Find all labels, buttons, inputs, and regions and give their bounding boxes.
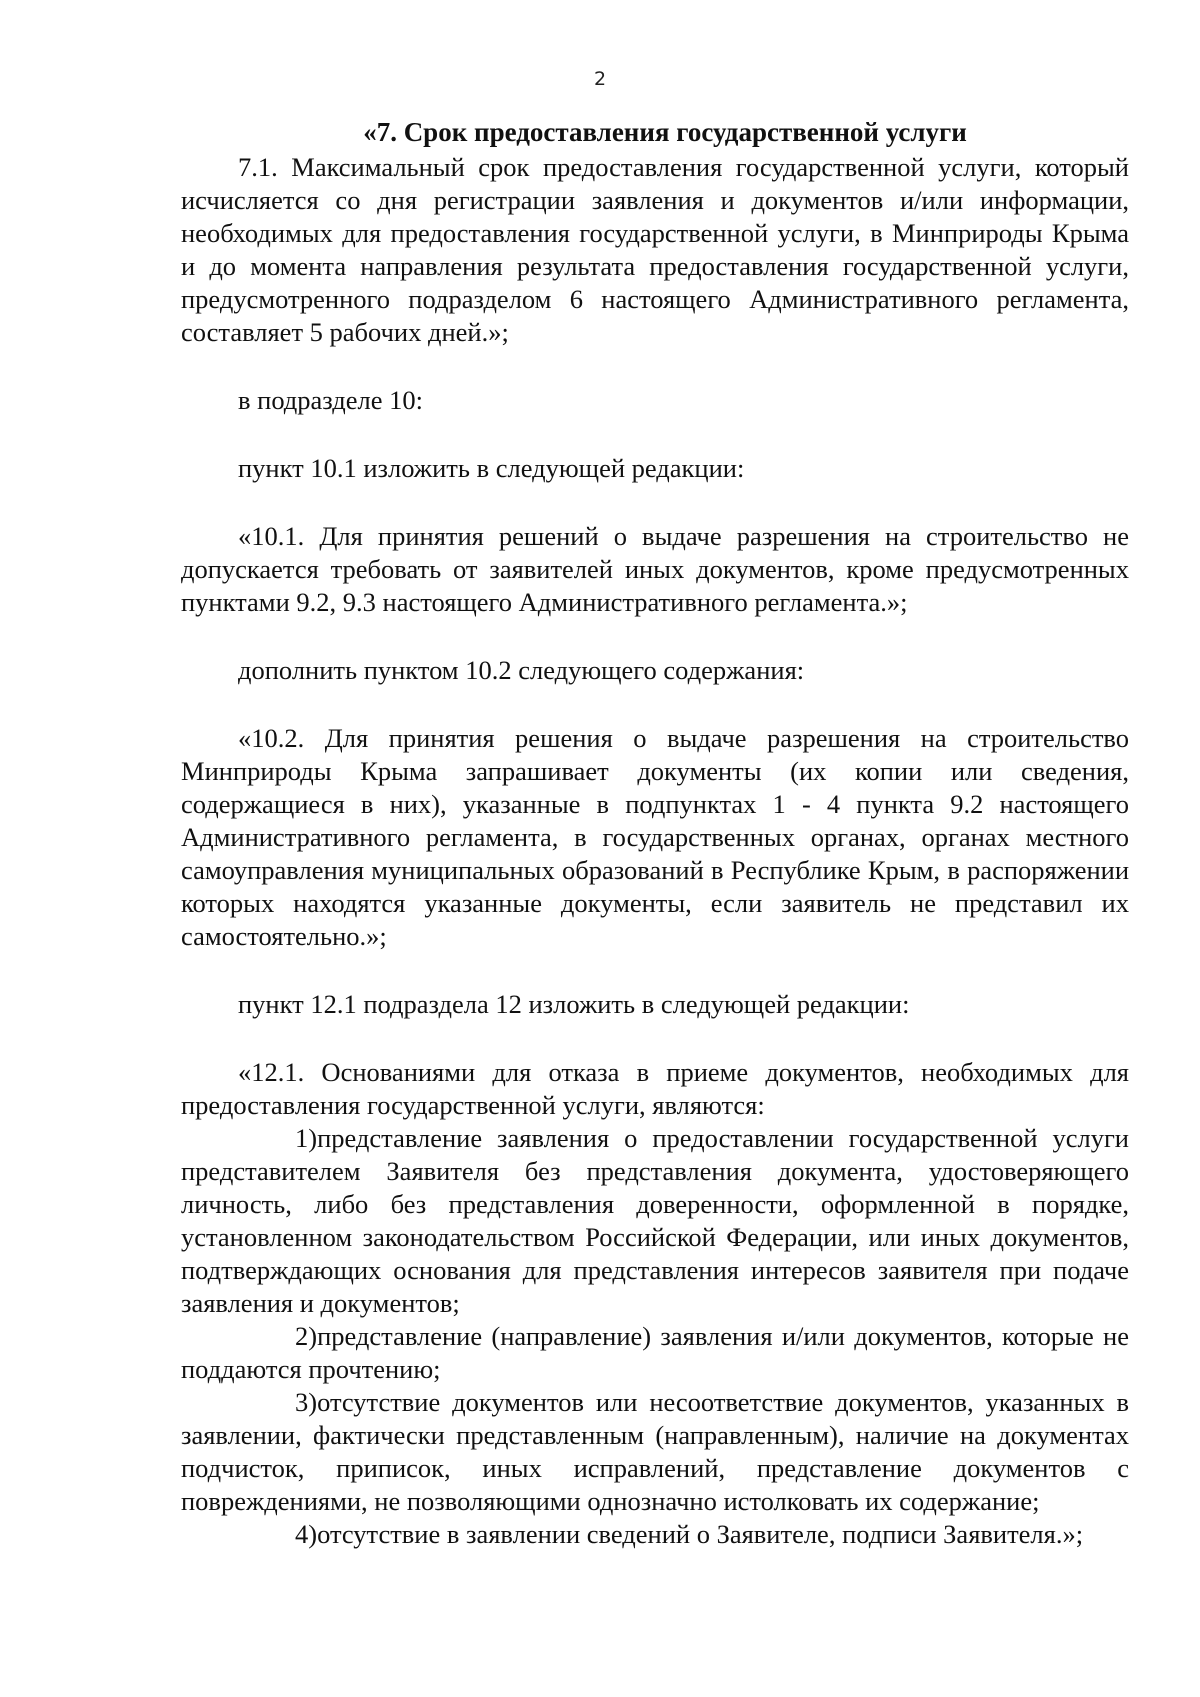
list-item-2 [181,1320,1129,1386]
subsection-10-intro: в подразделе 10: [238,385,424,415]
paragraph-10-2-intro: дополнить пунктом 10.2 следующего содержания: [238,655,805,685]
paragraph-12-1-intro: пункт 12.1 подраздела 12 изложить в следующей редакции: [238,989,910,1019]
list-item-number: 4) [295,1519,318,1549]
list-item-text: отсутствие документов или несоответствие документов, указанных в заявлении, фактически представленным (направленным), наличие на документах подчисток, приписок, иных исправлений, представление документов с повреждениями, не позволяющими однозначно истолковать их содержание; [181,1387,1129,1516]
paragraph-10-1: «10.1. Для принятия решений о выдаче разрешения на строительство не допускается требовать от заявителей иных документов, кроме предусмотренных пунктами 9.2, 9.3 настоящего Административного регламента.»; [181,521,1129,617]
paragraph-12-1: «12.1. Основаниями для отказа в приеме документов, необходимых для предоставления государственной услуги, являются: [181,1057,1129,1120]
list-item-text: представление заявления о предоставлении государственной услуги представителем Заявителя без представления документа, удостоверяющего личность, либо без представления доверенности, оформленной в порядке, установленном законодательством Российской Федерации, или иных документов, подтверждающих основания для представления интересов заявителя при подаче заявления и документов; [181,1123,1129,1318]
list-item-1 [181,1122,1129,1320]
document-body [181,116,1129,1551]
list-item-text: представление (направление) заявления и/или документов, которые не поддаются прочтению; [181,1321,1129,1384]
list-item-number: 2) [295,1321,318,1351]
paragraph-7-1: 7.1. Максимальный срок предоставления государственной услуги, который исчисляется со дня регистрации заявления и документов и/или информации, необходимых для предоставления государственной услуги, в Минприроды Крыма и до момента направления результата предоставления государственной услуги, предусмотренного подразделом 6 настоящего Административного регламента, составляет 5 рабочих дней.»; [181,152,1129,347]
list-item-number: 3) [295,1387,318,1417]
list-item-text: отсутствие в заявлении сведений о Заявителе, подписи Заявителя.»; [317,1519,1084,1549]
paragraph-10-2: «10.2. Для принятия решения о выдаче разрешения на строительство Минприроды Крыма запрашивает документы (их копии или сведения, содержащиеся в них), указанные в подпунктах 1 - 4 пункта 9.2 настоящего Административного регламента, в государственных органах, органах местного самоуправления муниципальных образований в Республике Крым, в распоряжении которых находятся указанные документы, если заявитель не представил их самостоятельно.»; [181,723,1129,951]
list-item-number: 1) [295,1123,318,1153]
section-heading: «7. Срок предоставления государственной услуги [363,117,967,147]
paragraph-10-1-intro: пункт 10.1 изложить в следующей редакции: [238,453,745,483]
page-number: 2 [593,68,607,90]
list-item-4 [181,1518,1129,1551]
list-item-3 [181,1386,1129,1518]
